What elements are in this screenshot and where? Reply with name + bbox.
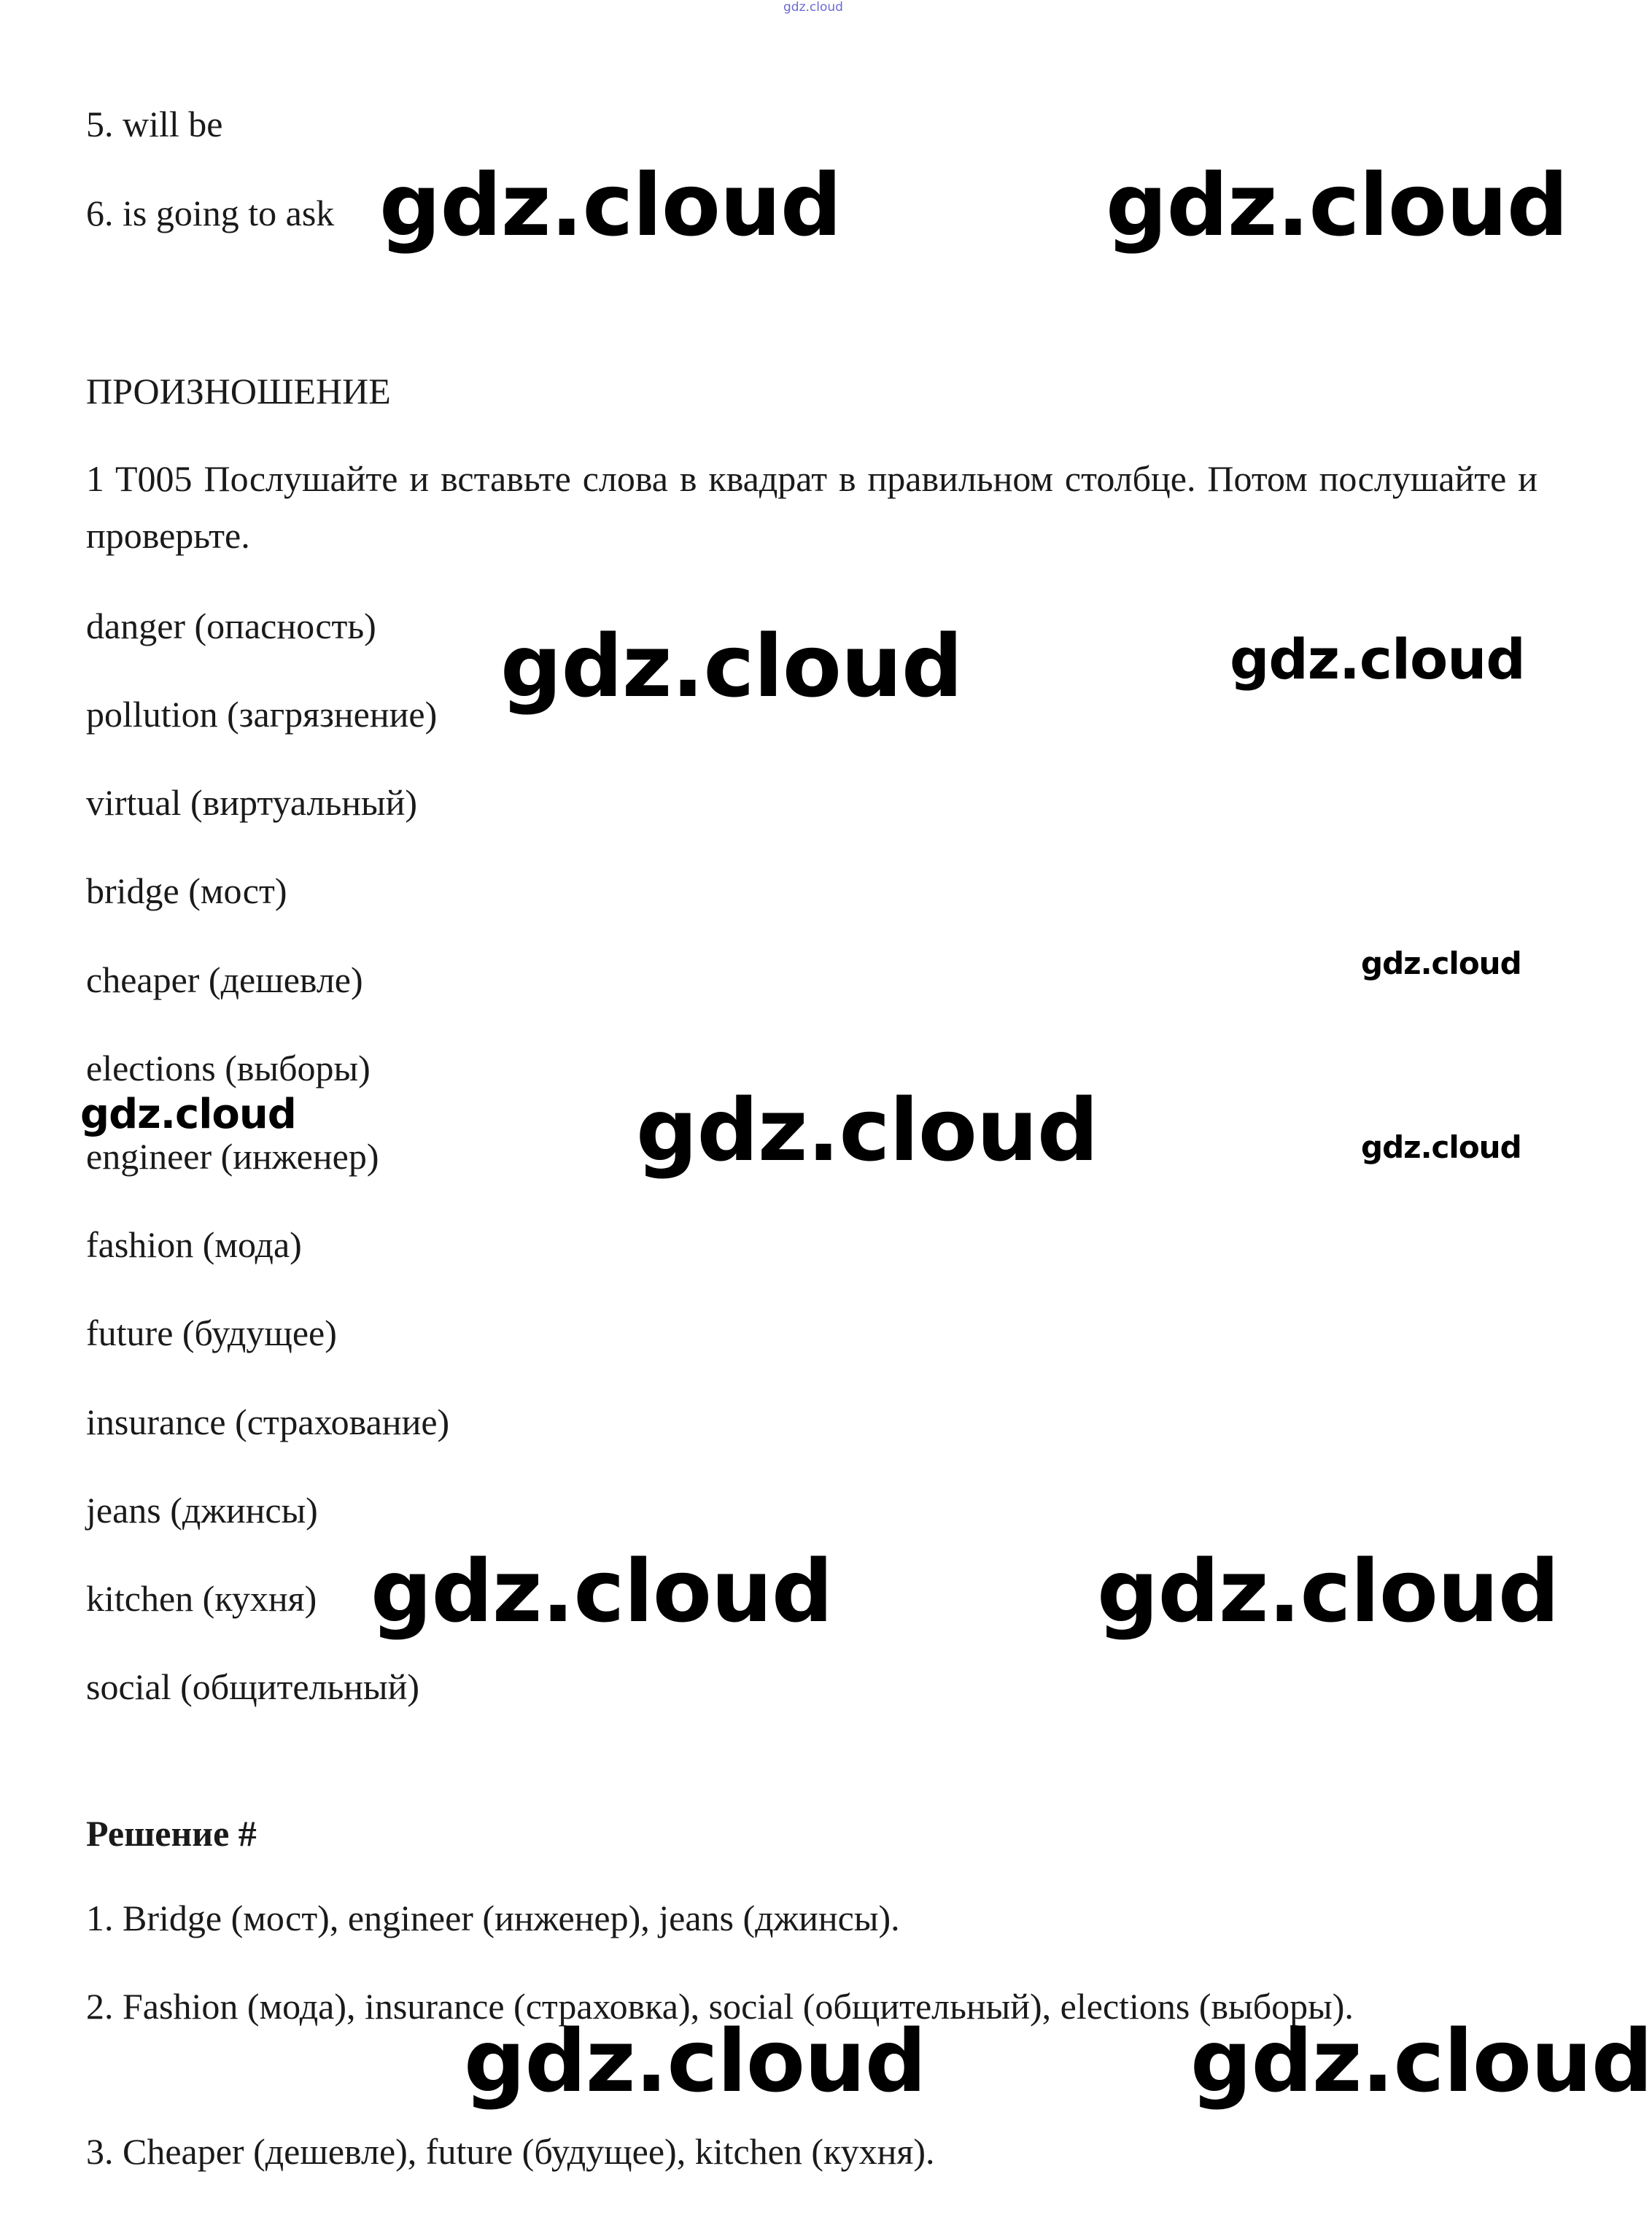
word-item: virtual (виртуальный) xyxy=(86,782,418,823)
watermark: gdz.cloud xyxy=(464,2011,926,2111)
word-item: future (будущее) xyxy=(86,1312,337,1353)
word-item: pollution (загрязнение) xyxy=(86,694,438,735)
word-item: engineer (инженер) xyxy=(86,1136,379,1177)
answer-line-5: 5. will be xyxy=(86,104,223,144)
watermark: gdz.cloud xyxy=(1361,1129,1521,1165)
word-item: insurance (страхование) xyxy=(86,1401,450,1442)
watermark: gdz.cloud xyxy=(379,155,842,255)
answer-line-6: 6. is going to ask xyxy=(86,193,335,233)
watermark: gdz.cloud xyxy=(636,1080,1098,1180)
watermark: gdz.cloud xyxy=(80,1091,296,1138)
word-item: elections (выборы) xyxy=(86,1048,371,1088)
watermark: gdz.cloud xyxy=(1097,1541,1559,1641)
solution-line-2: 2. Fashion (мода), insurance (страховка), social (общительный), elections (выборы). xyxy=(86,1986,1354,2027)
word-item: cheaper (дешевле) xyxy=(86,959,363,1000)
solution-heading: Решение # xyxy=(86,1813,257,1854)
word-item: bridge (мост) xyxy=(86,870,287,911)
header-watermark: gdz.cloud xyxy=(783,0,843,15)
watermark: gdz.cloud xyxy=(1230,627,1525,692)
task-instruction: 1 T005 Послушайте и вставьте слова в квадрат в правильном столбце. Потом послушайте и проверьте. xyxy=(86,458,1537,556)
solution-line-1: 1. Bridge (мост), engineer (инженер), jeans (джинсы). xyxy=(86,1898,900,1938)
word-item: fashion (мода) xyxy=(86,1224,302,1265)
watermark: gdz.cloud xyxy=(1106,155,1568,255)
word-item: social (общительный) xyxy=(86,1666,420,1707)
watermark: gdz.cloud xyxy=(1361,946,1521,981)
watermark: gdz.cloud xyxy=(500,616,963,716)
section-title: ПРОИЗНОШЕНИЕ xyxy=(86,371,391,411)
word-item: kitchen (кухня) xyxy=(86,1578,317,1619)
word-item: danger (опасность) xyxy=(86,606,376,646)
watermark: gdz.cloud xyxy=(1190,2011,1652,2111)
watermark: gdz.cloud xyxy=(371,1541,833,1641)
word-item: jeans (джинсы) xyxy=(86,1490,318,1531)
solution-line-3: 3. Cheaper (дешевле), future (будущее), kitchen (кухня). xyxy=(86,2131,935,2172)
